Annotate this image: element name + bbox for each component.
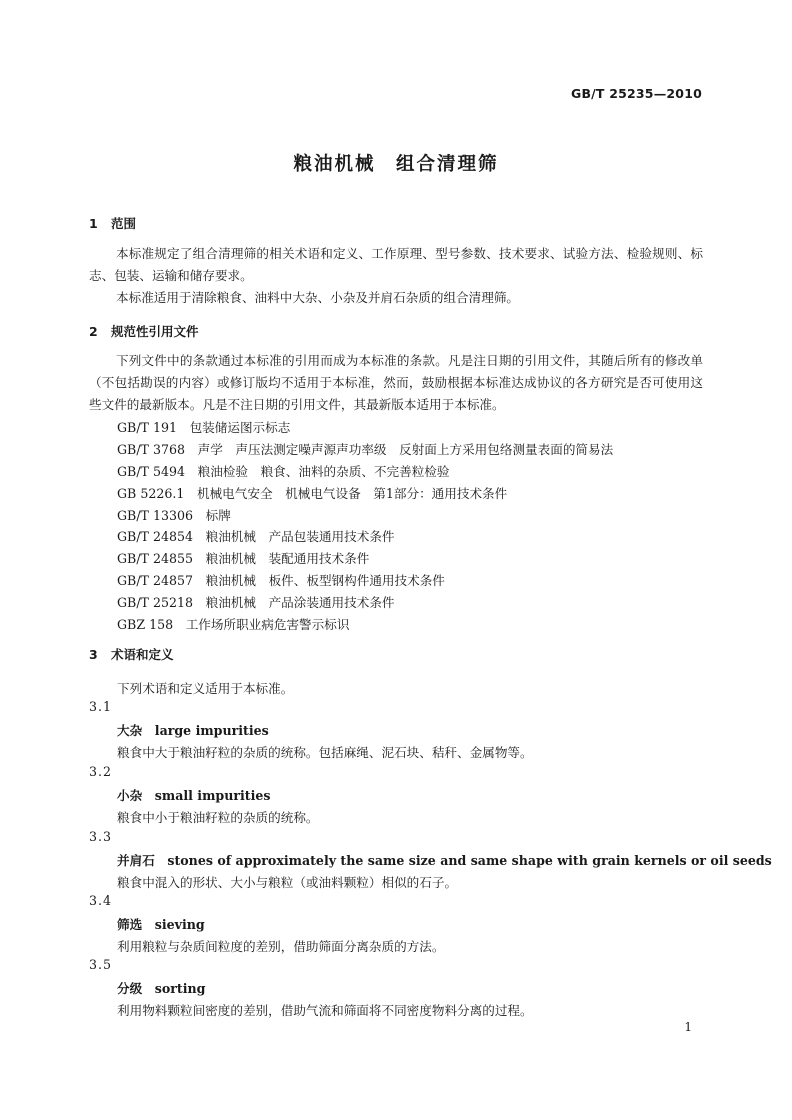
section-title: 规范性引用文件 (111, 324, 199, 339)
term-heading (117, 785, 271, 804)
term-number: 3.3 (89, 829, 113, 844)
term-definition: 利用物料颗粒间密度的差别，借助气流和筛面将不同密度物料分离的过程。 (117, 1003, 533, 1018)
section-2-heading (89, 322, 199, 340)
section-3-intro: 下列术语和定义适用于本标准。 (117, 681, 294, 696)
section-2-paragraph: 下列文件中的条款通过本标准的引用而成为本标准的条款。凡是注日期的引用文件，其随后所有的修改单（不包括勘误的内容）或修订版均不适用于本标准，然而，鼓励根据本标准达成协议的各方研究是否可使用这些文件的最新版本。凡是不注日期的引用文件，其最新版本适用于本标准。 (89, 353, 703, 412)
term-number: 3.4 (89, 893, 113, 908)
standard-code: GB/T 25235—2010 (570, 86, 702, 101)
reference-item: GB/T 25218 粮油机械 产品涂装通用技术条件 (117, 595, 395, 610)
section-number: 1 (89, 216, 98, 231)
reference-item: GB/T 24857 粮油机械 板件、板型钢构件通用技术条件 (117, 573, 445, 588)
reference-item: GB/T 5494 粮油检验 粮食、油料的杂质、不完善粒检验 (117, 464, 450, 479)
reference-item: GB/T 3768 声学 声压法测定噪声源声功率级 反射面上方采用包络测量表面的简易法 (117, 442, 614, 457)
term-english: small impurities (154, 788, 271, 803)
term-definition: 粮食中大于粮油籽粒的杂质的统称。包括麻绳、泥石块、秸秆、金属物等。 (117, 745, 533, 760)
reference-item: GB/T 24855 粮油机械 装配通用技术条件 (117, 551, 370, 566)
term-heading (117, 914, 205, 933)
section-1-paragraph-2: 本标准适用于清除粮食、油料中大杂、小杂及并肩石杂质的组合清理筛。 (116, 290, 519, 305)
section-title: 范围 (111, 216, 137, 231)
reference-item: GB/T 191 包装储运图示标志 (117, 420, 291, 435)
reference-item: GB 5226.1 机械电气安全 机械电气设备 第1部分：通用技术条件 (117, 486, 508, 501)
term-english: sieving (154, 917, 205, 932)
term-number: 3.2 (89, 764, 113, 779)
term-definition: 粮食中小于粮油籽粒的杂质的统称。 (117, 810, 319, 825)
term-heading (117, 720, 269, 739)
term-chinese: 小杂 (117, 788, 143, 803)
term-chinese: 大杂 (117, 723, 143, 738)
term-english: stones of approximately the same size and same shape with grain kernels or oil seeds (167, 853, 772, 868)
term-english: sorting (154, 981, 206, 996)
page-number: 1 (684, 1020, 692, 1034)
section-1-heading (89, 214, 136, 232)
reference-item: GB/T 13306 标牌 (117, 508, 231, 523)
term-heading (117, 850, 772, 869)
term-chinese: 筛选 (117, 917, 143, 932)
term-definition: 利用粮粒与杂质间粒度的差别，借助筛面分离杂质的方法。 (117, 939, 445, 954)
section-3-heading (89, 645, 174, 663)
section-1-paragraph-1: 本标准规定了组合清理筛的相关术语和定义、工作原理、型号参数、技术要求、试验方法、检验规则、标志、包装、运输和储存要求。 (89, 246, 703, 283)
reference-item: GB/T 24854 粮油机械 产品包装通用技术条件 (117, 529, 395, 544)
section-number: 3 (89, 647, 98, 662)
term-number: 3.5 (89, 957, 113, 972)
term-definition: 粮食中混入的形状、大小与粮粒（或油料颗粒）相似的石子。 (117, 875, 458, 890)
term-chinese: 并肩石 (117, 853, 155, 868)
section-number: 2 (89, 324, 98, 339)
section-title: 术语和定义 (111, 647, 174, 662)
term-chinese: 分级 (117, 981, 143, 996)
document-title: 粮油机械 组合清理筛 (293, 154, 499, 175)
term-heading (117, 978, 205, 997)
term-english: large impurities (154, 723, 269, 738)
reference-item: GBZ 158 工作场所职业病危害警示标识 (117, 617, 350, 632)
term-number: 3.1 (89, 699, 113, 714)
